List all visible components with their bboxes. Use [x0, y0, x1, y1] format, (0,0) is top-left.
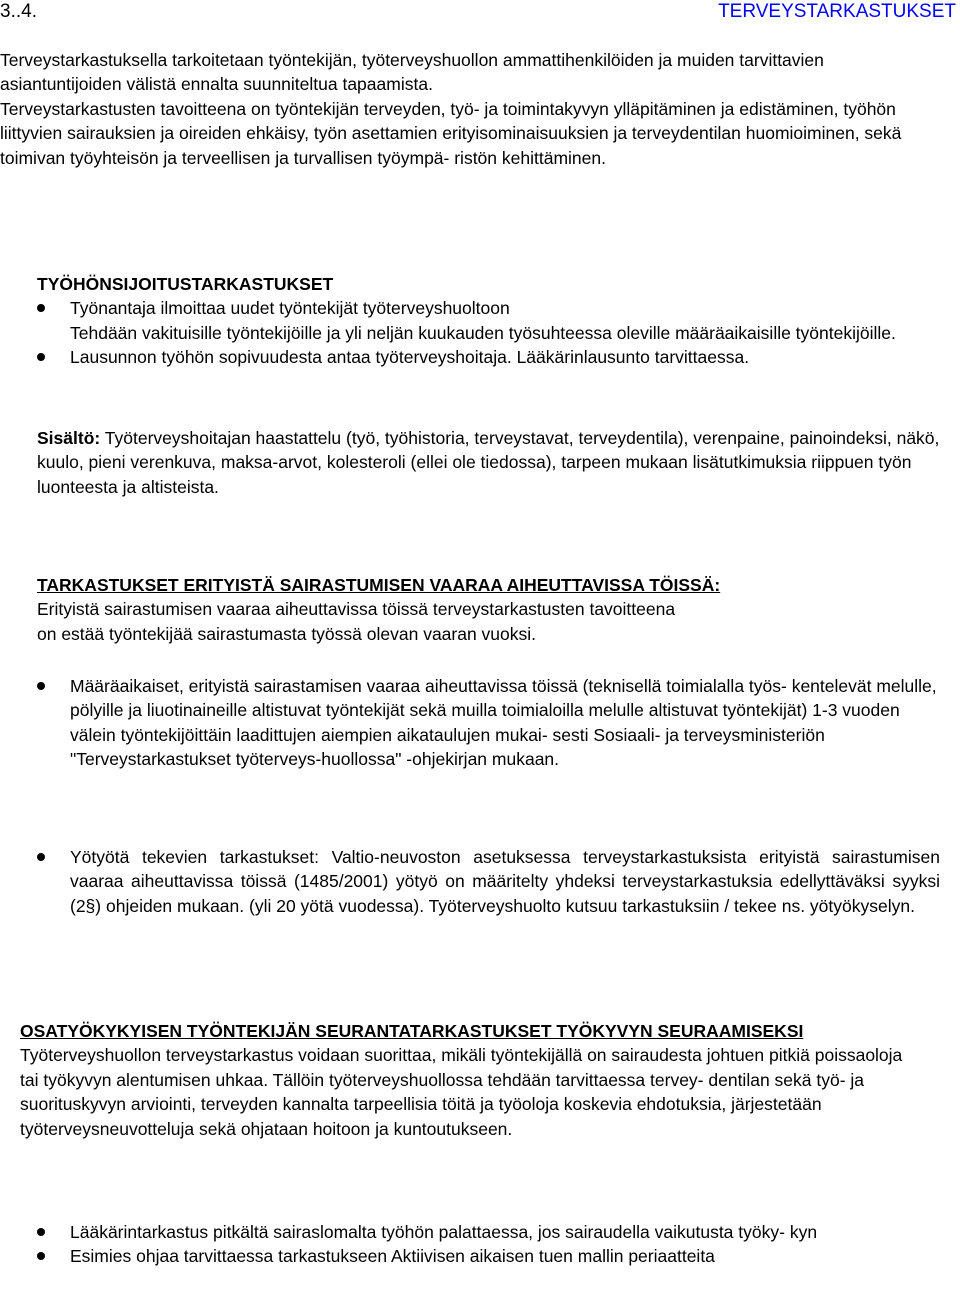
list-item	[0, 674, 940, 772]
bullet-icon	[37, 853, 45, 861]
section-header	[0, 0, 958, 24]
partial-list	[0, 1220, 940, 1269]
list-item	[0, 1244, 940, 1268]
special-bullets-2	[0, 845, 940, 918]
bullet-icon	[37, 353, 45, 361]
placement-content	[0, 426, 940, 499]
section-number: 3..4.	[0, 1, 37, 22]
content-text: Työterveyshoitajan haastattelu (työ, työhistoria, terveystavat, terveydentila), verenpaine, painoindeksi, näkö, kuulo, pieni verenkuva, maksa-arvot, kolesteroli (ellei ole tiedossa), tarpeen mukaan lisätutkimuksia riippuen työn luonteesta ja altisteista.	[37, 428, 940, 497]
placement-section	[0, 272, 940, 370]
intro-paragraph-1: Terveystarkastuksella tarkoitetaan työntekijän, työterveyshuollon ammattihenkilöiden ja muiden tarvittavien asiantuntijoiden välistä ennalta suunniteltua tapaamista.	[0, 50, 824, 95]
placement-heading: TYÖHÖNSIJOITUSTARKASTUKSET	[37, 274, 334, 294]
intro-section	[0, 48, 940, 170]
placement-list-2	[0, 345, 940, 369]
special-line-2: on estää työntekijää sairastumasta työssä olevan vaaran vuoksi.	[37, 623, 537, 644]
special-heading: TARKASTUKSET ERITYISTÄ SAIRASTUMISEN VAARAA AIHEUTTAVISSA TÖISSÄ:	[37, 575, 721, 595]
placement-bullet-1: Työnantaja ilmoittaa uudet työntekijät työterveyshuoltoon	[70, 298, 510, 319]
special-bullet-1: Määräaikaiset, erityistä sairastamisen vaaraa aiheuttavissa töissä (teknisellä toimialalla työs- kentelevät melulle, pölyille ja liuotinaineille altistuvat työntekijät sekä muilla toimialoilla melulle altistuvat työntekijät) 1-3 vuoden välein työntekijöittäin laadittujen aiempien aikataulujen mukai- sesti Sosiaali- ja terveysministeriön "Terveystarkastukset työterveys-huollossa" -ohjekirjan mukaan.	[70, 676, 937, 770]
partial-bullet-1: Lääkärintarkastus pitkältä sairaslomalta työhön palattaessa, jos sairaudella vaikutusta työky- kyn	[70, 1222, 818, 1242]
partial-bullet-2: Esimies ohjaa tarvittaessa tarkastukseen Aktiivisen aikaisen tuen mallin periaatteita	[70, 1246, 715, 1267]
content-label: Sisältö:	[37, 428, 101, 448]
bullet-icon	[37, 1252, 45, 1260]
special-list-2	[0, 845, 940, 918]
bullet-icon	[37, 1228, 45, 1236]
list-item	[0, 296, 940, 320]
bullet-icon	[37, 304, 45, 312]
placement-list	[0, 296, 940, 320]
section-title: TERVEYSTARKASTUKSET	[718, 1, 956, 22]
list-item	[0, 1220, 940, 1244]
special-bullet-2: Yötyötä tekevien tarkastukset: Valtio-neuvoston asetuksessa terveystarkastuksista erityistä sairastumisen vaaraa aiheuttavissa töissä (1485/2001) yötyö on määritelty yhdeksi terveystarkastuksia edellyttäväksi syyksi (2§) ohjeiden mukaan. (yli 20 yötä vuodessa). Työterveyshuolto kutsuu tarkastuksiin / tekee ns. yötyökyselyn.	[70, 847, 940, 916]
placement-bullet-2: Lausunnon työhön sopivuudesta antaa työterveyshoitaja. Lääkärinlausunto tarvittaessa.	[70, 347, 750, 368]
list-item	[0, 845, 940, 918]
special-list-1	[0, 674, 940, 772]
partial-section	[0, 1019, 940, 1141]
special-line-1: Erityistä sairastumisen vaaraa aiheuttavissa töissä terveystarkastusten tavoitteena	[37, 599, 676, 620]
partial-heading: OSATYÖKYKYISEN TYÖNTEKIJÄN SEURANTATARKASTUKSET TYÖKYVYN SEURAAMISEKSI	[20, 1021, 804, 1041]
list-item	[0, 345, 940, 369]
intro-paragraph-2: Terveystarkastusten tavoitteena on työntekijän terveyden, työ- ja toimintakyvyn ylläpitäminen ja edistäminen, työhön liittyvien sairauksien ja oireiden ehkäisy, työn asettamien erityisominaisuuksien ja terveydentilan huomioiminen, sekä toimivan työyhteisön ja terveellisen ja turvallisen työympä- ristön kehittäminen.	[0, 98, 902, 168]
special-section	[0, 573, 940, 646]
placement-bullet-1-continuation: Tehdään vakituisille työntekijöille ja yli neljän kuukauden työsuhteessa oleville määräaikaisille työntekijöille.	[70, 322, 896, 343]
special-bullets-1	[0, 674, 940, 772]
partial-text: Työterveyshuollon terveystarkastus voidaan suorittaa, mikäli työntekijällä on sairaudesta johtuen pitkiä poissaoloja tai työkyvyn alentumisen uhkaa. Tällöin työterveyshuollossa tehdään tarvittaessa tervey- dentilan sekä työ- ja suorituskyvyn arviointi, terveyden kannalta tarpeellisia töitä ja työoloja koskevia ehdotuksia, järjestetään työterveysneuvotteluja sekä ohjataan hoitoon ja kuntoutukseen.	[20, 1045, 903, 1139]
partial-bullets	[0, 1220, 940, 1269]
content-paragraph	[0, 426, 940, 499]
bullet-icon	[37, 682, 45, 690]
